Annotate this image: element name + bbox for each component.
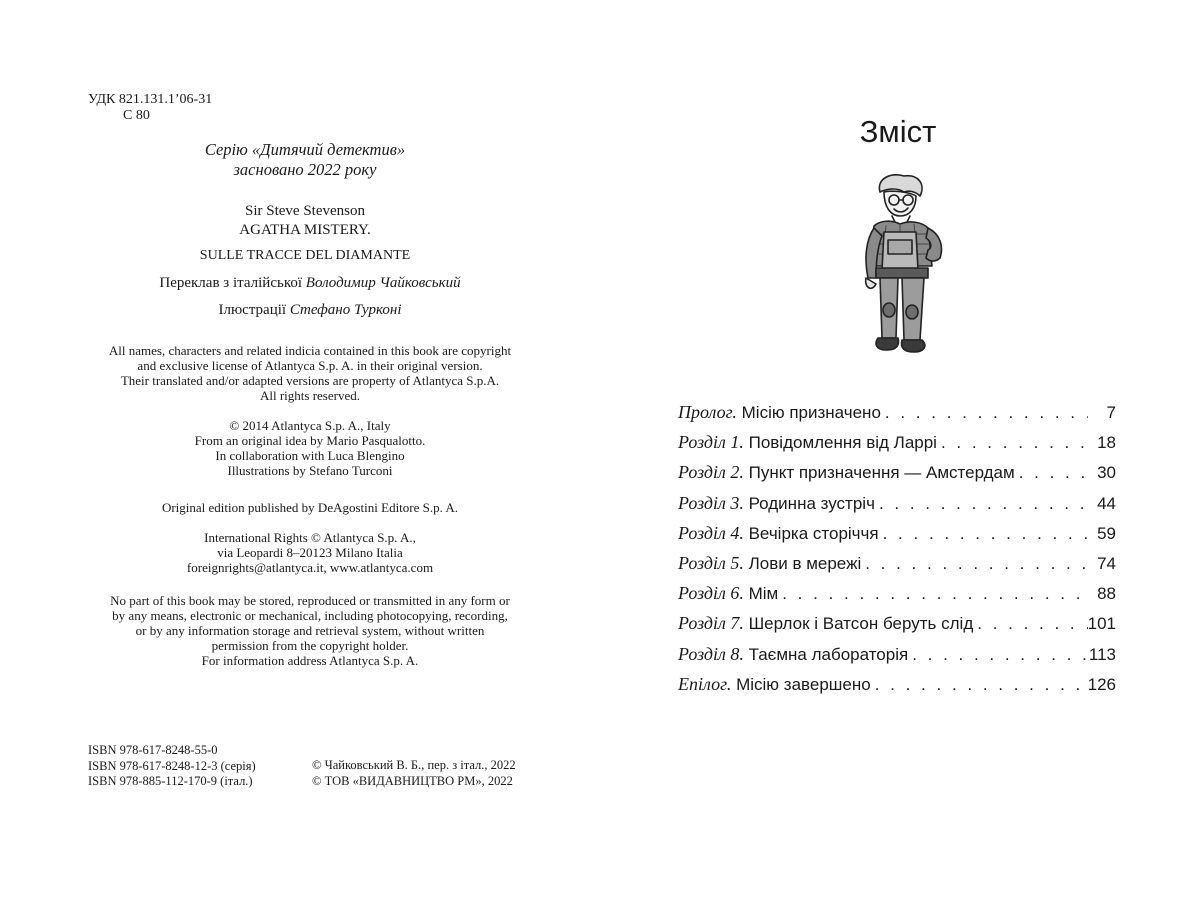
copyright-line: © ТОВ «ВИДАВНИЦТВО РМ», 2022 [312,773,513,788]
toc-label: Розділ 6. [678,583,744,604]
series-line-2: засновано 2022 року [233,160,377,179]
toc-entry[interactable] [678,402,1116,432]
toc-entry[interactable] [678,583,1116,613]
toc-label: Розділ 3. [678,492,744,513]
toc-entry[interactable] [678,644,1116,674]
toc-leader-dots [937,433,1088,453]
translator-line [110,275,510,292]
toc-title: Місію завершено [736,674,871,694]
isbn-line: ISBN 978-885-112-170-9 (італ.) [88,774,253,788]
toc-title: Місію призначено [741,403,881,422]
toc-entry[interactable] [678,553,1116,583]
toc-page-number: 59 [1097,523,1116,543]
toc-leader-dots [973,614,1087,634]
toc-title: Мім [748,584,779,604]
toc-entry[interactable] [678,523,1116,553]
toc-leader-dots [879,524,1088,544]
toc-label: Розділ 2. [678,462,744,483]
copyright-block [312,758,516,789]
toc-leader-dots [875,494,1088,514]
toc-label: Розділ 8. [678,643,744,664]
toc-title: Вечірка сторіччя [748,523,879,543]
toc-title: Лови в мережі [748,553,862,573]
book-subtitle: SULLE TRACCE DEL DIAMANTE [199,248,411,263]
toc-page-number: 18 [1097,433,1116,453]
toc-entry[interactable] [678,432,1116,462]
intl-line: foreignrights@atlantyca.it, www.atlantyca.com [186,560,434,575]
udk-code-block [88,92,212,124]
isbn-block [88,743,256,790]
copyright-line: © Чайковський В. Б., пер. з італ., 2022 [312,758,516,772]
intl-line: International Rights © Atlantyca S.p. A., [204,530,416,545]
toc-page-number: 88 [1097,584,1116,604]
series-line-1: Серію «Дитячий детектив» [204,140,406,159]
credits-notice [60,418,560,478]
toc-leader-dots [1015,463,1088,483]
isbn-line: ISBN 978-617-8248-12-3 (серія) [88,758,256,773]
toc-leader-dots [861,554,1088,574]
detective-character-illustration [840,170,960,362]
udk-code: УДК 821.131.1’06-31 [88,92,213,107]
credits-line: Illustrations by Stefano Turconi [227,463,393,478]
series-info [150,140,460,180]
rights-line: and exclusive license of Atlantyca S.p. A. in their original version. [137,358,483,373]
toc-leader-dots [881,403,1088,423]
toc-label: Розділ 5. [678,552,744,573]
credits-line: From an original idea by Mario Pasqualotto. [194,433,426,448]
rights-line: All rights reserved. [259,388,360,403]
notice-line: No part of this book may be stored, reproduced or transmitted in any form or [110,593,510,608]
notice-line: For information address Atlantyca S.p. A. [201,653,419,668]
contents-heading: Зміст [859,114,937,149]
toc-title: Таємна лабораторія [748,644,909,664]
toc-page-number: 44 [1097,493,1116,513]
toc-entry[interactable] [678,493,1116,523]
toc-title: Шерлок і Ватсон беруть слід [748,614,974,634]
illustrator-name: Стефано Турконі [289,302,402,318]
toc-label: Розділ 7. [678,613,744,634]
rights-notice [60,343,560,403]
translator-prefix: Переклав з італійської [159,275,303,291]
intl-line: via Leopardi 8–20123 Milano Italia [217,545,403,560]
original-edition: Original edition published by DeAgostini Editore S.p. A. [161,500,459,515]
international-rights [60,530,560,575]
toc-page-number: 126 [1087,674,1116,694]
toc-page-number: 7 [1106,403,1116,422]
toc-label: Розділ 4. [678,522,744,543]
toc-title: Повідомлення від Ларрі [748,433,937,453]
rights-line: All names, characters and related indicia contained in this book are copyright [108,343,512,358]
illustrator-line [110,302,510,319]
toc-label: Пролог. [678,402,737,422]
author-name: Sir Steve Stevenson [245,203,365,219]
isbn-line: ISBN 978-617-8248-55-0 [88,743,218,757]
bbk-code: С 80 [123,108,150,123]
notice-line: or by any information storage and retrieval system, without written [135,623,485,638]
table-of-contents [678,402,1116,704]
credits-line: In collaboration with Luca Blengino [215,448,405,463]
toc-leader-dots [778,584,1088,604]
notice-line: by any means, electronic or mechanical, including photocopying, recording, [112,608,508,623]
toc-leader-dots [871,675,1088,695]
toc-entry[interactable] [678,613,1116,643]
toc-label: Епілог. [678,673,732,694]
notice-line: permission from the copyright holder. [211,638,409,653]
toc-page-number: 113 [1088,644,1116,664]
rights-line: Their translated and/or adapted versions are property of Atlantyca S.p.A. [120,373,500,388]
toc-entry[interactable] [678,674,1116,704]
toc-page-number: 30 [1097,463,1116,483]
translator-name: Володимир Чайковський [305,275,461,291]
book-title: AGATHA MISTERY. [239,222,371,238]
illustrator-prefix: Ілюстрації [218,302,287,318]
toc-page-number: 74 [1097,553,1116,573]
toc-label: Розділ 1. [678,432,744,453]
toc-title: Родинна зустріч [748,493,875,513]
toc-title: Пункт призначення — Амстердам [748,463,1015,483]
author-block [150,202,460,240]
toc-leader-dots [908,645,1088,665]
reproduction-notice [60,593,560,668]
toc-page-number: 101 [1087,614,1116,634]
credits-line: © 2014 Atlantyca S.p. A., Italy [229,418,391,433]
toc-entry[interactable] [678,462,1116,492]
